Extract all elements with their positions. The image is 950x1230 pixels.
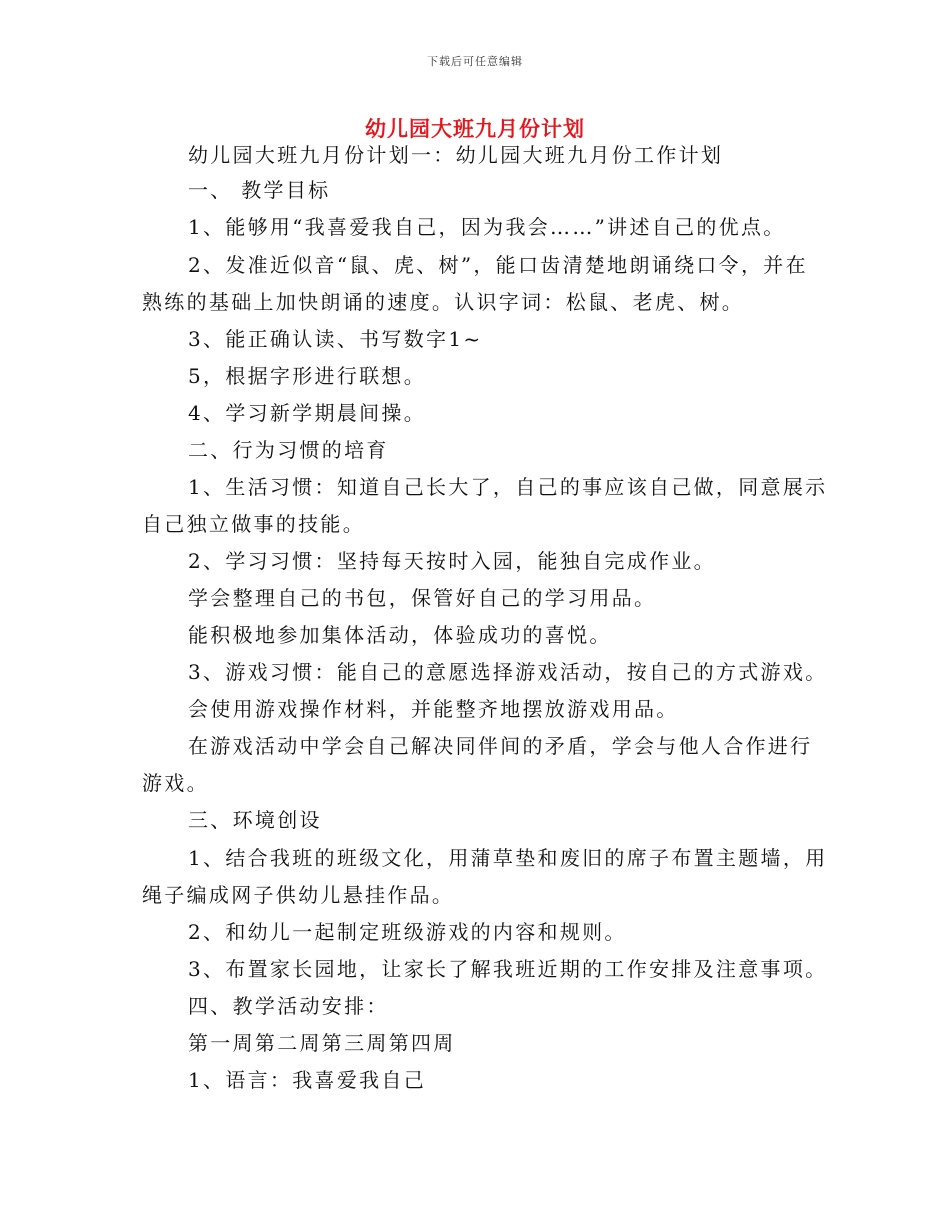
paragraph-line: 3、能正确认读、书写数字1~ <box>188 327 483 351</box>
paragraph-line: 1、结合我班的班级文化，用蒲草垫和废旧的席子布置主题墙，用 <box>188 846 828 870</box>
paragraph-line: 3、游戏习惯：能自己的意愿选择游戏活动，按自己的方式游戏。 <box>188 660 828 684</box>
paragraph-line: 会使用游戏操作材料，并能整齐地摆放游戏用品。 <box>188 697 679 721</box>
paragraph-line: 绳子编成网子供幼儿悬挂作品。 <box>142 883 455 907</box>
paragraph-line: 1、语言：我喜爱我自己 <box>188 1068 427 1092</box>
subtitle-line: 幼儿园大班九月份计划一：幼儿园大班九月份工作计划 <box>188 143 724 167</box>
section-heading-4: 四、教学活动安排： <box>188 994 389 1018</box>
paragraph-line: 游戏。 <box>142 771 209 795</box>
paragraph-line: 1、生活习惯：知道自己长大了，自己的事应该自己做，同意展示 <box>188 475 828 499</box>
paragraph-line: 3、布置家长园地，让家长了解我班近期的工作安排及注意事项。 <box>188 957 828 981</box>
paragraph-line: 2、学习习惯：坚持每天按时入园，能独自完成作业。 <box>188 549 716 573</box>
paragraph-line: 自己独立做事的技能。 <box>142 512 365 536</box>
paragraph-line: 2、和幼儿一起制定班级游戏的内容和规则。 <box>188 920 627 944</box>
paragraph-line: 学会整理自己的书包，保管好自己的学习用品。 <box>188 586 657 610</box>
paragraph-line: 5，根据字形进行联想。 <box>188 364 427 388</box>
paragraph-line: 熟练的基础上加快朗诵的速度。认识字词：松鼠、老虎、树。 <box>142 290 745 314</box>
paragraph-line: 1、能够用“我喜爱我自己，因为我会……”讲述自己的优点。 <box>188 215 786 239</box>
paragraph-line: 能积极地参加集体活动，体验成功的喜悦。 <box>188 623 612 647</box>
section-heading-2: 二、行为习惯的培育 <box>188 438 389 462</box>
section-heading-3: 三、环境创设 <box>188 808 322 832</box>
week-headers: 第一周第二周第三周第四周 <box>188 1031 456 1055</box>
paragraph-line: 在游戏活动中学会自己解决同伴间的矛盾，学会与他人合作进行 <box>188 734 813 758</box>
document-title: 幼儿园大班九月份计划 <box>365 116 585 141</box>
section-heading-1: 一、 教学目标 <box>188 178 331 202</box>
header-note: 下载后可任意编辑 <box>427 55 523 68</box>
paragraph-line: 4、学习新学期晨间操。 <box>188 401 427 425</box>
paragraph-line: 2、发准近似音“鼠、虎、树”，能口齿清楚地朗诵绕口令，并在 <box>188 253 808 277</box>
